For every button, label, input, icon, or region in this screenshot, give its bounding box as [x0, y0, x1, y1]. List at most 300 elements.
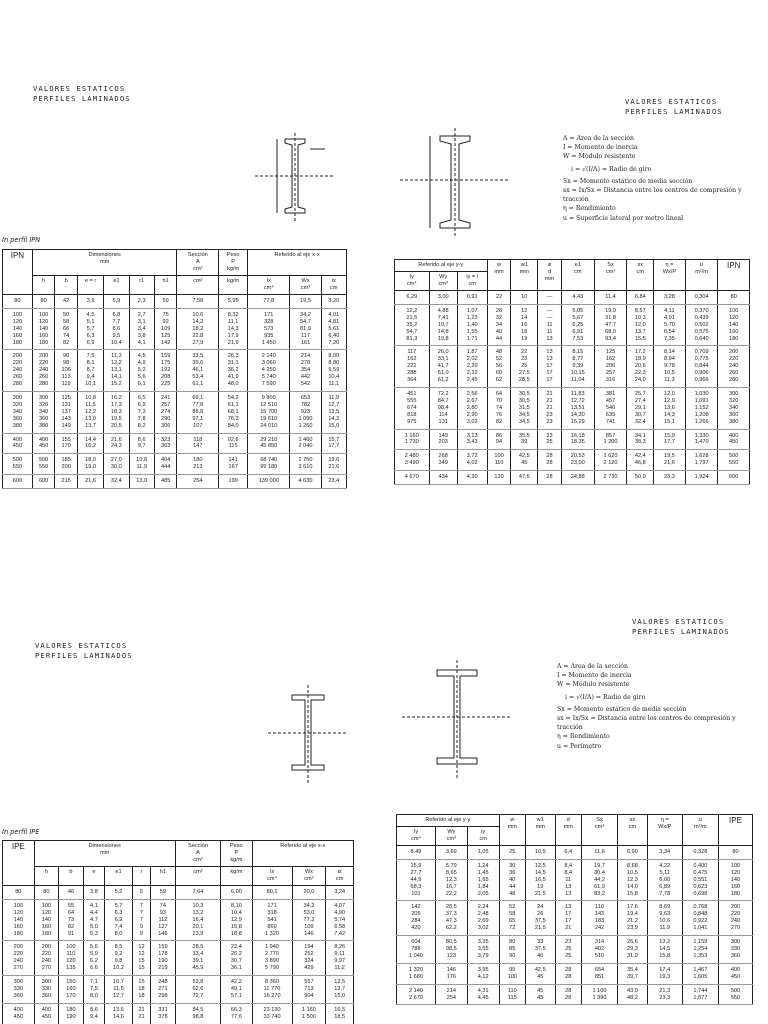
- value-cell: 16,5 18,5: [326, 1003, 354, 1024]
- table-header: [3, 841, 354, 886]
- value-cell: 26,3 31,1 36,2 41,9 48,0: [219, 350, 248, 392]
- value-cell: 3,13 3,43: [457, 429, 487, 450]
- value-cell: 199: [219, 475, 248, 489]
- value-cell: 4,1 4,4 4,7 5,0 5,3: [83, 899, 104, 941]
- column-header: sx cm: [618, 815, 648, 846]
- axis-group-header: Referido al eje x-x: [252, 841, 353, 867]
- value-cell: 2,7 3,1 3,4 3,8 4,1: [129, 308, 154, 350]
- value-cell: 8,57 10,3 12,0 13,7 15,5: [627, 304, 654, 346]
- area-group-header: Sección A cm²: [175, 841, 221, 867]
- value-cell: 300 320 340 360 380: [32, 391, 55, 433]
- table-row: [3, 350, 347, 392]
- value-cell: 19,5 21,6: [654, 450, 686, 471]
- value-cell: 80: [34, 886, 59, 900]
- profile-size-cell: 400 450: [718, 429, 750, 450]
- value-cell: 557 713 904: [292, 976, 326, 1004]
- value-cell: 8,49: [397, 846, 436, 860]
- value-cell: 18,0 19,0: [77, 454, 103, 475]
- value-cell: 25: [499, 846, 525, 860]
- ipe-section-diagram-left: [268, 685, 348, 785]
- value-cell: 22: [487, 291, 511, 305]
- value-cell: 110 143 183 242: [581, 901, 617, 936]
- value-cell: 12,5 13,7 15,0: [326, 976, 354, 1004]
- value-cell: 180 190: [59, 1003, 84, 1024]
- value-cell: 21 21: [132, 1003, 150, 1024]
- value-cell: 35,4 39,7: [618, 963, 648, 984]
- value-cell: 21,3 23,3: [647, 984, 682, 1005]
- value-cell: 200 220 240 270: [34, 941, 59, 976]
- value-cell: 25,7 27,4 29,1 30,7 32,4: [627, 387, 654, 429]
- profile-size-cell: 200 220 240 270: [718, 901, 752, 936]
- value-cell: 23,4: [321, 475, 346, 489]
- value-cell: 15 18 18: [132, 976, 150, 1004]
- profile-size-cell: 80: [718, 291, 750, 305]
- legend-radius: i = √(I/A) = Radio de giro: [565, 693, 646, 701]
- value-cell: 268 349: [429, 450, 457, 471]
- column-header: ø d mm: [538, 260, 562, 291]
- value-cell: 16,2 17,3 18,3 19,5 20,5: [104, 391, 129, 433]
- value-cell: 45 45: [525, 984, 555, 1005]
- value-cell: 4,11 4,91 5,70 6,54 7,35: [654, 304, 686, 346]
- value-cell: 42,5 45: [525, 963, 555, 984]
- value-cell: 43,9 48,2: [618, 984, 648, 1005]
- value-cell: 0,768 0,848 0,922 1,041: [682, 901, 718, 936]
- legend-static-moment: Sx = Momento estático de media sección: [557, 705, 687, 713]
- value-cell: 23 25: [538, 429, 562, 450]
- value-cell: 17,2 18,9 20,6 22,3 24,0: [627, 346, 654, 388]
- value-cell: 1,330 1,470: [685, 429, 718, 450]
- value-cell: 19,7 30,4 44,2 61,9 83,2: [581, 859, 617, 901]
- table-row: [3, 433, 347, 454]
- profile-size-cell: 500 550: [3, 454, 33, 475]
- value-cell: 1,07 1,23 1,40 1,55 1,71: [457, 304, 487, 346]
- value-cell: 8,00 8,80 9,59 10,4 11,1: [321, 350, 346, 392]
- legend-static-moment: Sx = Momento estático de media sección: [563, 177, 693, 185]
- column-header: b: [55, 276, 78, 295]
- value-cell: 4,22 5,11 6,00 6,89 7,78: [647, 859, 682, 901]
- table-row: [3, 1003, 354, 1024]
- value-cell: 857 1 200: [594, 429, 627, 450]
- value-cell: 66,3 77,6: [221, 1003, 252, 1024]
- value-cell: 8 360 11 770 16 270: [252, 976, 292, 1004]
- column-header: w1 mm: [525, 815, 555, 846]
- table-row: [3, 976, 354, 1004]
- value-cell: 400 450: [32, 433, 55, 454]
- value-cell: 180 213: [177, 454, 219, 475]
- value-cell: 11,9 12,7 13,5 14,2 15,0: [321, 391, 346, 433]
- legend-modulus: W = Módulo resistente: [557, 681, 630, 689]
- value-cell: 5,2: [105, 886, 133, 900]
- axis-group-header: Referido al eje y-y: [395, 260, 488, 272]
- value-cell: 0,370 0,439 0,502 0,575 0,640: [685, 304, 718, 346]
- value-cell: 50 58 66 74 82: [55, 308, 78, 350]
- value-cell: 21 21 21 23 23: [538, 387, 562, 429]
- value-cell: 1 460 2 040: [290, 433, 321, 454]
- table-body: [397, 846, 753, 1005]
- column-header: w mm: [499, 815, 525, 846]
- value-cell: 74 93 112 127 146: [151, 899, 176, 941]
- header-row: [397, 815, 753, 827]
- table-row: [395, 471, 750, 485]
- value-cell: 6,8 7,7 8,6 9,5 10,4: [104, 308, 129, 350]
- profile-size-cell: 200 220 240 260 280: [3, 350, 33, 392]
- value-cell: 159 178 190 219: [151, 941, 176, 976]
- column-header: Iy cm⁴: [397, 827, 436, 846]
- ipn-section-diagram-left: [255, 133, 335, 223]
- column-header: iy = i cm: [457, 272, 487, 291]
- table-row: [395, 304, 750, 346]
- header-row: [395, 260, 750, 272]
- value-cell: 80: [32, 295, 55, 309]
- value-cell: 654 851: [581, 963, 617, 984]
- value-cell: 13,5 14,6: [105, 1003, 133, 1024]
- value-cell: 500 550: [32, 454, 55, 475]
- value-cell: 200 220 240 260 280: [32, 350, 55, 392]
- value-cell: 28: [538, 471, 562, 485]
- column-header: h: [32, 276, 55, 295]
- column-header: Ix cm⁴: [248, 276, 290, 295]
- value-cell: 30,5 30,5 31,5 34,5 34,5: [511, 387, 538, 429]
- value-cell: 100 120 140 160 180: [32, 308, 55, 350]
- column-header: r: [132, 867, 150, 886]
- value-cell: 5,79 8,65 12,3 16,7 22,2: [435, 859, 467, 901]
- value-cell: 3,28: [654, 291, 686, 305]
- value-cell: 34,1 38,3: [627, 429, 654, 450]
- value-cell: 100 120 140 160 180: [34, 899, 59, 941]
- value-cell: 404 444: [154, 454, 177, 475]
- value-cell: 4,5 4,9 5,2 5,6 6,1: [129, 350, 154, 392]
- value-cell: 50,9: [627, 471, 654, 485]
- column-header: h1: [151, 867, 176, 886]
- ipe-table-yy: [396, 814, 753, 1005]
- value-cell: 26,6 29,3 31,9: [618, 936, 648, 964]
- column-header: e1: [104, 276, 129, 295]
- value-cell: 24 26 37,5 21,5: [525, 901, 555, 936]
- profile-size-cell: 600: [718, 471, 750, 485]
- weight-group-header: Peso P kg/m: [221, 841, 252, 867]
- value-cell: 8,5 9,2 9,8 10,2: [105, 941, 133, 976]
- value-cell: 6,29: [395, 291, 430, 305]
- column-header: e: [83, 867, 104, 886]
- value-cell: 7,1 7,5 8,0: [83, 976, 104, 1004]
- value-cell: 10,8 11,5 12,2 13,0 13,7: [77, 391, 103, 433]
- profile-size-cell: 300 330 360: [3, 976, 35, 1004]
- value-cell: 13 13 17 17 17: [538, 346, 562, 388]
- value-cell: 80,5 98,5 123: [435, 936, 467, 964]
- table-row: [3, 308, 347, 350]
- area-group-header: Sección A cm²: [177, 250, 219, 276]
- value-cell: 1,05: [467, 846, 499, 860]
- profile-size-cell: 500 550: [718, 984, 752, 1005]
- column-header: Ix cm⁴: [252, 867, 292, 886]
- column-header: r1: [129, 276, 154, 295]
- value-cell: 59: [154, 295, 177, 309]
- legend-perimeter: u = Perímetro: [557, 742, 602, 750]
- value-cell: 52 58 65 72: [499, 901, 525, 936]
- legend-surface: u = Superficie lateral por metro lineal: [563, 214, 684, 222]
- value-cell: 120: [487, 471, 511, 485]
- value-cell: 4,43: [561, 291, 594, 305]
- value-cell: 331 378: [151, 1003, 176, 1024]
- value-cell: 0,400 0,475 0,551 0,623 0,698: [682, 859, 718, 901]
- value-cell: 75 92 109 125 142: [154, 308, 177, 350]
- value-cell: 4,07 4,90 5,74 6,58 7,42: [326, 899, 354, 941]
- value-cell: 8,32 11,1 14,3 17,9 21,9: [219, 308, 248, 350]
- value-cell: 3,9: [77, 295, 103, 309]
- profile-size-cell: 100 120 140 160 180: [718, 859, 752, 901]
- value-cell: 90 98 106 113 119: [55, 350, 78, 392]
- value-cell: 54,2 61,1 68,1 76,2 84,0: [219, 391, 248, 433]
- profile-size-cell: 100 120 140 160 180: [3, 899, 35, 941]
- weight-group-header: Peso P kg/m: [219, 250, 248, 276]
- column-header: ix cm: [326, 867, 354, 886]
- table-body: [395, 291, 750, 485]
- value-cell: 600: [32, 475, 55, 489]
- dims-group-header: Dimensiones mm: [32, 250, 177, 276]
- column-header: Wy cm³: [429, 272, 457, 291]
- value-cell: 1 160 1 500: [292, 1003, 326, 1024]
- value-cell: 118 147: [177, 433, 219, 454]
- value-cell: 2,24 2,48 2,69 3,02: [467, 901, 499, 936]
- value-cell: 33,5 39,6 46,1 53,4 61,1: [177, 350, 219, 392]
- value-cell: 323 363: [154, 433, 177, 454]
- lower-table-label: In perfil IPE: [2, 828, 40, 836]
- legend-efficiency: η = Rendimiento: [563, 205, 616, 213]
- column-header: h: [34, 867, 59, 886]
- value-cell: 86 94: [487, 429, 511, 450]
- value-cell: 2,3: [129, 295, 154, 309]
- column-header: w1 mm: [511, 260, 538, 291]
- column-header: kg/m: [221, 867, 252, 886]
- value-cell: 13,2 14,5 15,8: [647, 936, 682, 964]
- value-cell: 5,9: [104, 295, 129, 309]
- value-cell: 155 170: [55, 433, 78, 454]
- upper-right-header: VALORES ESTATICOS PERFILES LAMINADOS: [625, 97, 723, 116]
- value-cell: 72,2 84,7 98,4 114 131: [429, 387, 457, 429]
- profile-size-cell: 500 550: [718, 450, 750, 471]
- value-cell: 23 25 25: [555, 936, 581, 964]
- value-cell: 12,2 21,5 35,2 54,7 81,3: [395, 304, 430, 346]
- table-row: [3, 899, 354, 941]
- value-cell: 55 64 73 82 91: [59, 899, 84, 941]
- value-cell: 4,01 4,81 5,61 6,40 7,20: [321, 308, 346, 350]
- value-cell: 42,4 46,8: [627, 450, 654, 471]
- legend-area: A = Area de la sección: [563, 135, 635, 142]
- upper-table-label: In perfil IPN: [2, 236, 41, 244]
- column-header: e = r: [77, 276, 103, 295]
- value-cell: 46: [59, 886, 84, 900]
- value-cell: 1,467 1,605: [682, 963, 718, 984]
- value-cell: 149 203: [429, 429, 457, 450]
- table-row: [395, 291, 750, 305]
- value-cell: 8,15 8,77 9,39 10,15 11,04: [561, 346, 594, 388]
- value-cell: 23 130 33 740: [252, 1003, 292, 1024]
- value-cell: 6,5 6,9 7,3 7,8 8,2: [129, 391, 154, 433]
- value-cell: 4 670: [395, 471, 430, 485]
- value-cell: 6,4: [555, 846, 581, 860]
- value-cell: 22 23 25 27,5 28,5: [511, 346, 538, 388]
- value-cell: 3,20: [321, 295, 346, 309]
- column-header-row: [3, 276, 347, 295]
- column-header: η = Wx/P: [647, 815, 682, 846]
- value-cell: 2 480 3 490: [395, 450, 430, 471]
- profile-size-cell: 300 330 360: [718, 936, 752, 964]
- value-cell: 185 200: [55, 454, 78, 475]
- value-cell: 19,5: [290, 295, 321, 309]
- value-cell: 48 52 56 60 62: [487, 346, 511, 388]
- value-cell: 2 750 3 610: [290, 454, 321, 475]
- value-cell: 21,6: [77, 475, 103, 489]
- lower-right-header: VALORES ESTATICOS PERFILES LAMINADOS: [632, 617, 730, 636]
- column-header: Sx cm³: [581, 815, 617, 846]
- value-cell: 0,709 0,775 0,844 0,906 0,966: [685, 346, 718, 388]
- legend-efficiency: η = Rendimiento: [557, 733, 610, 741]
- value-cell: 0,91: [457, 291, 487, 305]
- table-row: [395, 429, 750, 450]
- value-cell: 1 940 2 770 3 890 5 790: [252, 941, 292, 976]
- table-row: [3, 941, 354, 976]
- value-cell: 6,84: [627, 291, 654, 305]
- value-cell: 214 278 354 442 542: [290, 350, 321, 392]
- value-cell: 28 28: [555, 963, 581, 984]
- table-row: [397, 846, 753, 860]
- value-cell: 4,88 7,41 10,7 14,8 19,8: [429, 304, 457, 346]
- column-header: u m²/m: [685, 260, 718, 291]
- value-cell: 4,30: [457, 471, 487, 485]
- value-cell: 1,030 1,091 1,152 1,208 1,266: [685, 387, 718, 429]
- value-cell: 9 800 12 510 15 700 19 610 24 010: [248, 391, 290, 433]
- value-cell: 8,6 9,4: [83, 1003, 104, 1024]
- value-cell: 6,00: [221, 886, 252, 900]
- table-row: [397, 859, 753, 901]
- value-cell: 10,8 11,9: [129, 454, 154, 475]
- upper-legend: [563, 134, 763, 223]
- value-cell: 8,4 8,4 11 13 13: [555, 859, 581, 901]
- value-cell: 171 318 541 869 1 320: [252, 899, 292, 941]
- value-cell: 142 205 284 420: [397, 901, 436, 936]
- column-header: sx cm: [627, 260, 654, 291]
- column-header: w mm: [487, 260, 511, 291]
- profile-size-cell: 300 320 340 360 380: [718, 387, 750, 429]
- value-cell: 1 620 2 120: [594, 450, 627, 471]
- value-cell: 2,56 2,67 2,80 2,90 3,02: [457, 387, 487, 429]
- column-header: cm²: [175, 867, 221, 886]
- value-cell: 117 162 221 288 364: [395, 346, 430, 388]
- value-cell: 6,90: [618, 846, 648, 860]
- value-cell: 1,924: [685, 471, 718, 485]
- value-cell: 12 12 15 15: [132, 941, 150, 976]
- dims-group-header: Dimensiones mm: [34, 841, 175, 867]
- value-cell: 64 70 74 76 82: [487, 387, 511, 429]
- value-cell: 248 271 298: [151, 976, 176, 1004]
- column-header-row: [3, 867, 354, 886]
- legend-area: A = Area de la sección: [557, 663, 629, 670]
- value-cell: 5,05 5,67 6,25 6,91 7,53: [561, 304, 594, 346]
- value-cell: 19,6 21,6: [321, 454, 346, 475]
- value-cell: 35,5 39: [511, 429, 538, 450]
- value-cell: 8,69 9,63 10,6 11,9: [647, 901, 682, 936]
- value-cell: 10,6 14,2 18,2 22,8 27,9: [177, 308, 219, 350]
- header-row: [3, 250, 347, 276]
- value-cell: 3,00: [429, 291, 457, 305]
- value-cell: 110 115: [499, 984, 525, 1005]
- value-cell: 1,159 1,254 1,353: [682, 936, 718, 964]
- table-header: [3, 250, 347, 295]
- column-header: Sx cm³: [594, 260, 627, 291]
- value-cell: 8,6 9,7: [129, 433, 154, 454]
- value-cell: 2 140 3 060 4 250 5 740 7 590: [248, 350, 290, 392]
- table-row: [397, 936, 753, 964]
- value-cell: 13,0: [129, 475, 154, 489]
- value-cell: 8,26 9,11 9,97 11,2: [326, 941, 354, 976]
- table-body: [3, 886, 354, 1024]
- column-header: iy cm: [467, 827, 499, 846]
- header-row: [3, 841, 354, 867]
- value-cell: 14,4 16,2: [77, 433, 103, 454]
- table-row: [397, 984, 753, 1005]
- table-row: [395, 346, 750, 388]
- value-cell: 0,328: [682, 846, 718, 860]
- value-cell: 77,8: [248, 295, 290, 309]
- profile-size-cell: 100 120 140 160 180: [3, 308, 33, 350]
- value-cell: 8,10 10,4 12,9 15,8 18,8: [221, 899, 252, 941]
- profile-header: IPE: [3, 841, 35, 886]
- profile-size-cell: 600: [3, 475, 33, 489]
- value-cell: 604 788 1 040: [397, 936, 436, 964]
- profile-size-cell: 400 450: [718, 963, 752, 984]
- column-header: ix cm: [321, 276, 346, 295]
- table-row: [395, 387, 750, 429]
- profile-size-cell: 300 320 340 360 380: [3, 391, 33, 433]
- value-cell: 11,4: [594, 291, 627, 305]
- column-header: Wx cm³: [292, 867, 326, 886]
- ipn-table-yy: [394, 259, 750, 485]
- value-cell: —: [538, 291, 562, 305]
- value-cell: 28 32 34 40 44: [487, 304, 511, 346]
- column-header: η = Wx/P: [654, 260, 686, 291]
- value-cell: 34,2 53,0 77,3 109 146: [292, 899, 326, 941]
- value-cell: 95 100: [499, 963, 525, 984]
- value-cell: 7,58: [177, 295, 219, 309]
- value-cell: 84,5 98,8: [175, 1003, 221, 1024]
- table-row: [397, 901, 753, 936]
- value-cell: 4,5 5,1 5,7 6,3 6,9: [77, 308, 103, 350]
- profile-header: IPN: [718, 260, 750, 291]
- value-cell: 1,744 1,877: [682, 984, 718, 1005]
- legend-inertia: I = Momento de inercia: [563, 144, 638, 152]
- value-cell: 1 320 1 680: [397, 963, 436, 984]
- column-header: Wy cm³: [435, 827, 467, 846]
- value-cell: 7,5 8,1 8,7 9,4 10,1: [77, 350, 103, 392]
- column-header: h1: [154, 276, 177, 295]
- value-cell: 92,6 115: [219, 433, 248, 454]
- table-row: [3, 295, 347, 309]
- value-cell: 5,6 5,9 6,2 6,6: [83, 941, 104, 976]
- column-header: u m²/m: [682, 815, 718, 846]
- value-cell: 80,1: [252, 886, 292, 900]
- value-cell: 15,9 17,7: [654, 429, 686, 450]
- value-cell: 214 254: [435, 984, 467, 1005]
- value-cell: 125 131 137 143 149: [55, 391, 78, 433]
- value-cell: 1,628 1,797: [685, 450, 718, 471]
- value-cell: 400 450: [34, 1003, 59, 1024]
- value-cell: 125 162 206 257 316: [594, 346, 627, 388]
- axis-group-header: Referido al eje x-x: [248, 250, 347, 276]
- value-cell: 17,6 19,4 21,2 23,9: [618, 901, 648, 936]
- table-row: [3, 391, 347, 433]
- value-cell: 10,5: [525, 846, 555, 860]
- value-cell: 42: [55, 295, 78, 309]
